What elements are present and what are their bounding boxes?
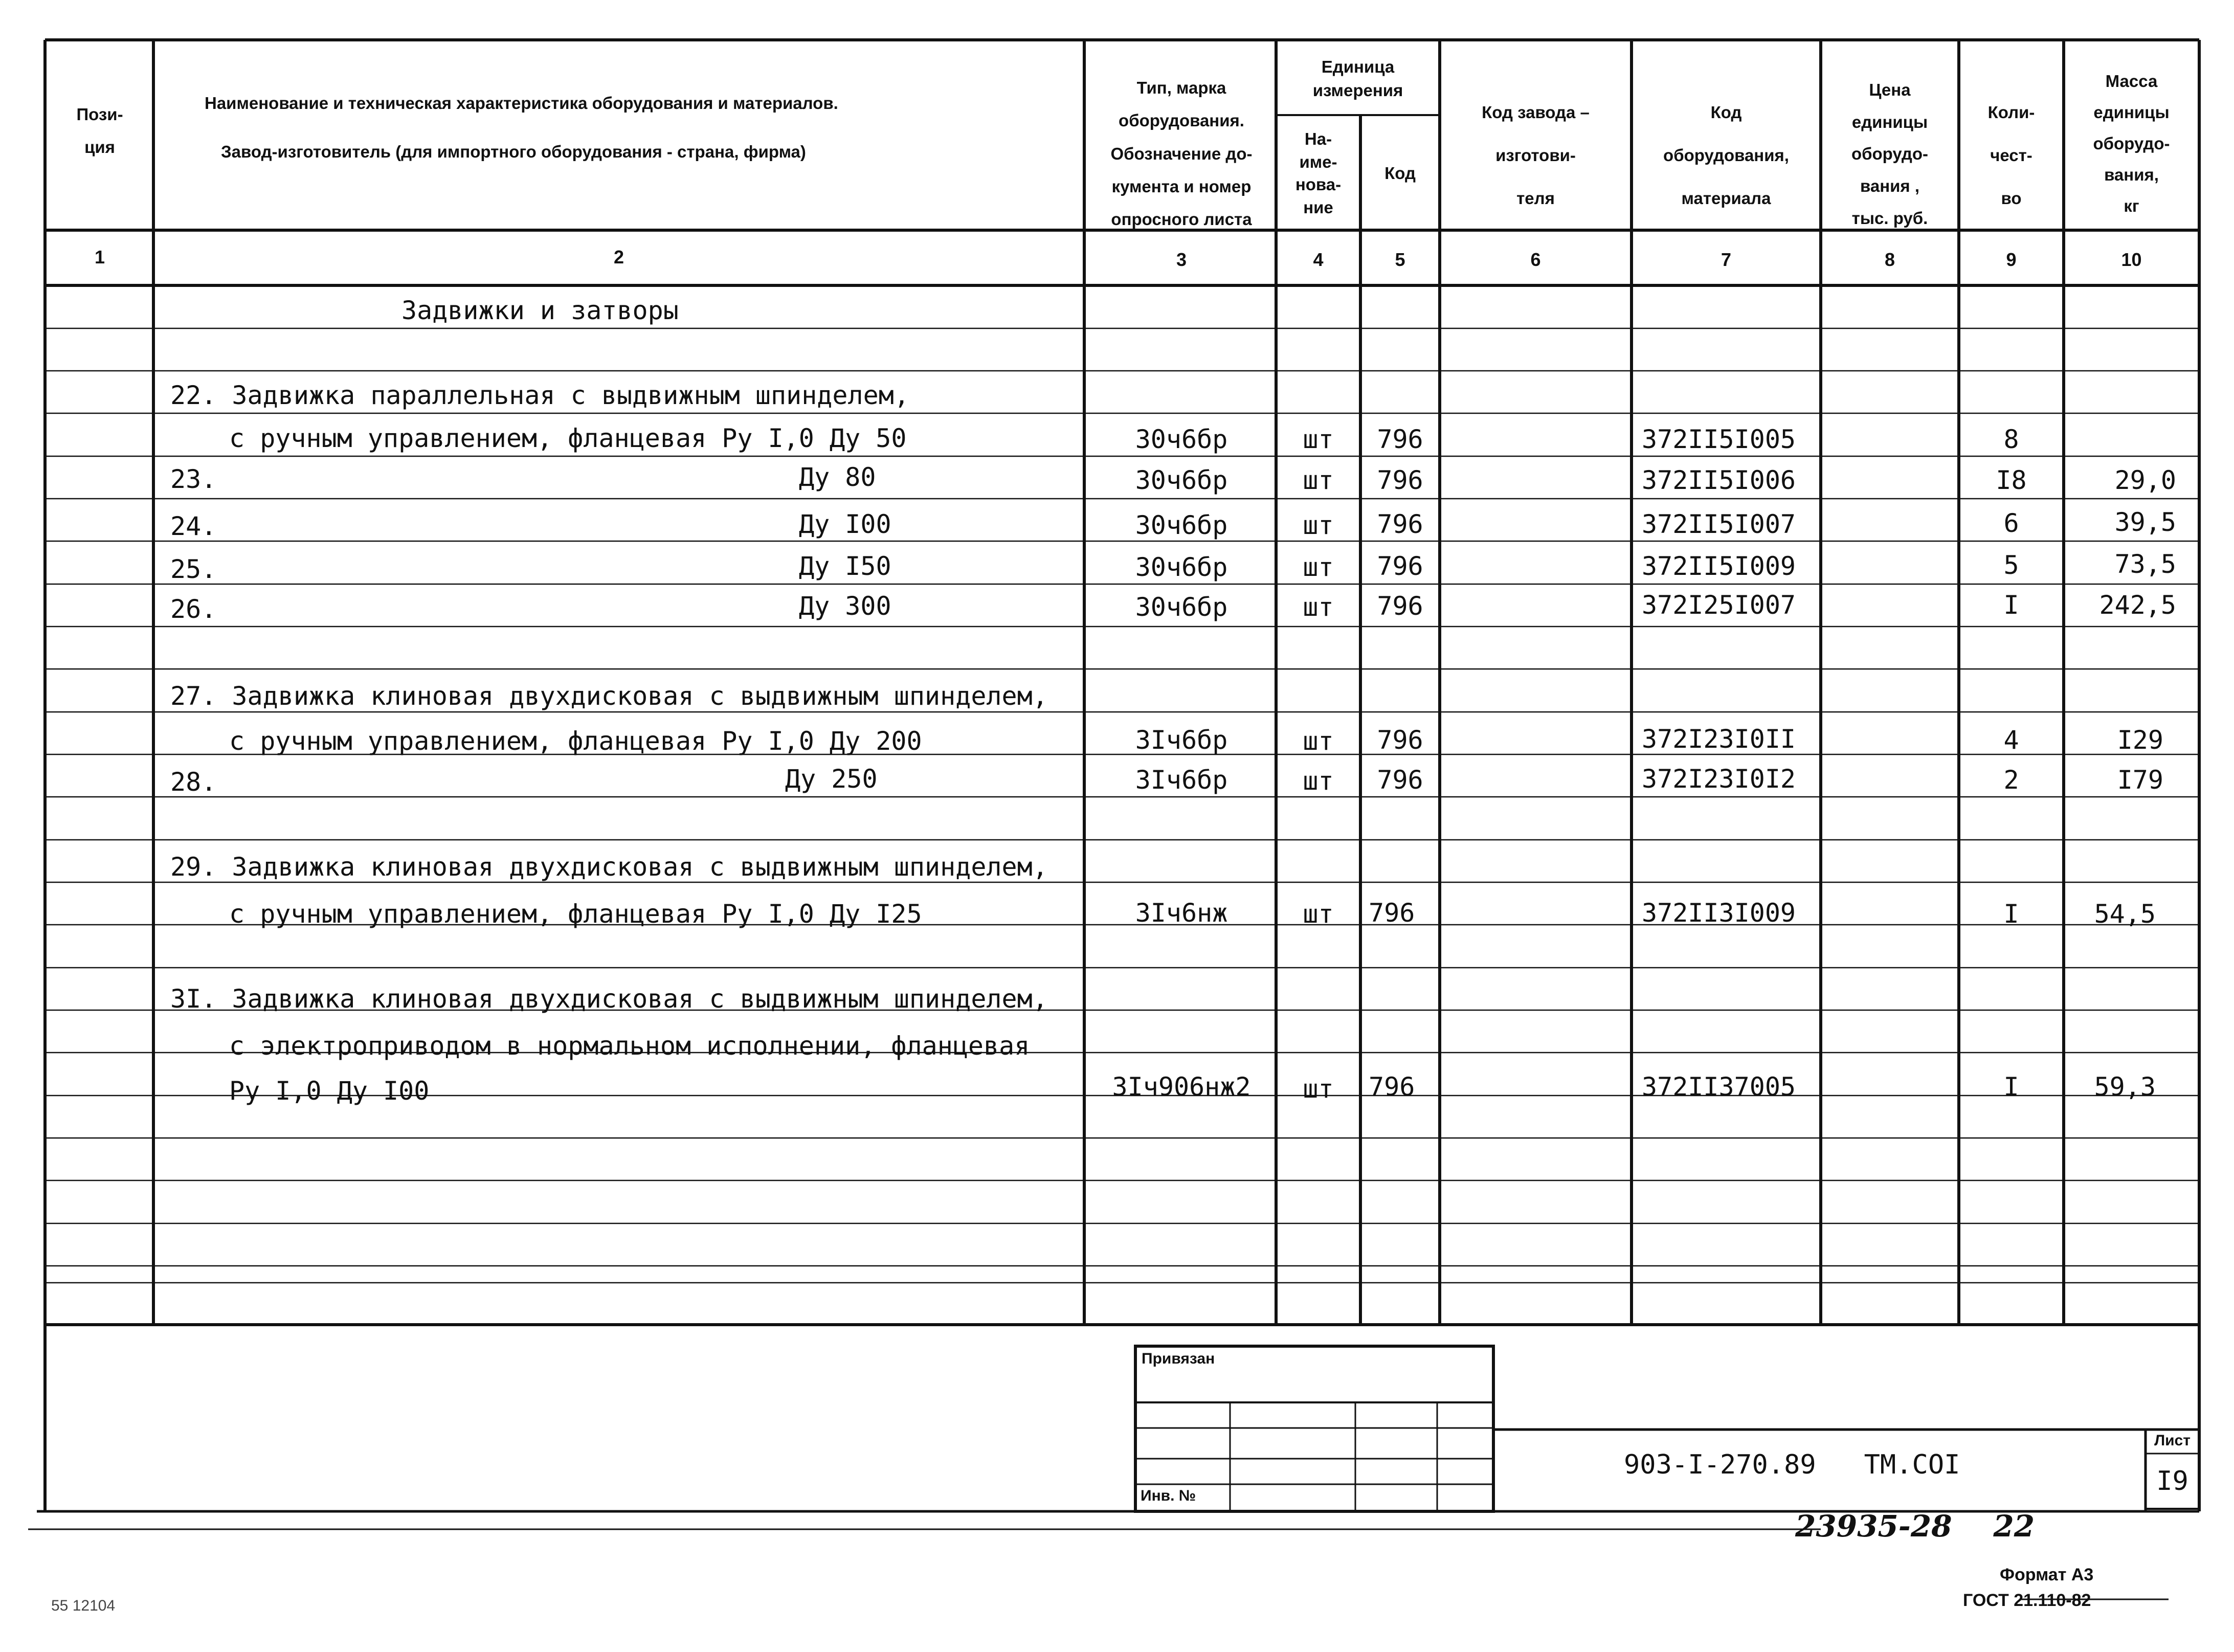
item-25-pos: 25. <box>170 554 217 584</box>
header-quantity: Коли- чест- во <box>1987 103 2035 208</box>
item-25-mass: 73,5 <box>2114 549 2176 579</box>
item-22-title: 22. Задвижка параллельная с выдвижным шпинделем, <box>170 381 909 410</box>
item-24-qty: 6 <box>2003 508 2019 538</box>
item-26-qty: I <box>2003 590 2019 620</box>
item-23-type: 30ч6бр <box>1135 465 1228 495</box>
item-26-unit-code: 796 <box>1377 591 1423 621</box>
item-23-qty: I8 <box>1996 465 2027 495</box>
column-number-3: 3 <box>1176 249 1187 270</box>
section-title: Задвижки и затворы <box>401 296 679 325</box>
column-number-2: 2 <box>613 247 624 267</box>
item-31-unit: шт <box>1303 1074 1334 1104</box>
item-28-unit: шт <box>1303 766 1334 796</box>
item-31-qty: I <box>2003 1072 2019 1102</box>
item-31-code: 372II37005 <box>1642 1072 1796 1102</box>
header-name-line1: Наименование и техническая характеристика оборудования и материалов. <box>205 94 838 113</box>
item-22-code: 372II5I005 <box>1642 425 1796 454</box>
item-26-code: 372I25I007 <box>1642 590 1796 620</box>
item-31-spec-line1: с электроприводом в нормальном исполнении, фланцевая <box>229 1031 1030 1061</box>
item-26-mass: 242,5 <box>2099 590 2176 620</box>
header-factory-code: Код завода – изготови- теля <box>1482 103 1590 208</box>
item-28-code: 372I23I0I2 <box>1642 764 1796 794</box>
item-24-unit: шт <box>1303 510 1334 540</box>
column-number-4: 4 <box>1313 249 1324 270</box>
item-29-title: 29. Задвижка клиновая двухдисковая с выдвижным шпинделем, <box>170 852 1048 882</box>
header-type: Тип, марка оборудования. Обозначение до- кумента и номер опросного листа <box>1110 78 1253 229</box>
format-label: Формат А3 <box>2000 1565 2094 1584</box>
stamp-privyazan: Привязан <box>1142 1350 1215 1367</box>
item-29-unit-code: 796 <box>1369 898 1415 928</box>
item-25-type: 30ч6бр <box>1135 552 1228 582</box>
item-22-unit-code: 796 <box>1377 425 1423 454</box>
item-24-type: 30ч6бр <box>1135 510 1228 540</box>
item-28-unit-code: 796 <box>1377 765 1423 795</box>
item-23-pos: 23. <box>170 464 217 494</box>
header-equipment-code: Код оборудования, материала <box>1663 103 1789 208</box>
item-23-mass: 29,0 <box>2114 465 2176 495</box>
header-unit-group: Единица измерения <box>1312 57 1403 100</box>
item-23-dy: Ду 80 <box>799 462 876 492</box>
item-29-spec: с ручным управлением, фланцевая Ру I,0 Ду I25 <box>229 899 922 929</box>
item-29-unit: шт <box>1303 899 1334 929</box>
item-27-qty: 4 <box>2003 725 2019 755</box>
item-27-code: 372I23I0II <box>1642 724 1796 754</box>
item-27-unit: шт <box>1303 726 1334 756</box>
item-22-type: 30ч6бр <box>1135 425 1228 454</box>
column-number-10: 10 <box>2121 249 2142 270</box>
sheet-number: I9 <box>2156 1466 2188 1497</box>
item-29-mass: 54,5 <box>2094 899 2156 929</box>
handwritten-number: 23935-28 22 <box>1795 1509 2035 1544</box>
item-26-pos: 26. <box>170 594 217 624</box>
item-24-pos: 24. <box>170 511 217 541</box>
item-31-spec-line2: Ру I,0 Ду I00 <box>229 1076 430 1106</box>
item-24-mass: 39,5 <box>2114 507 2176 537</box>
sheet-label: Лист <box>2154 1432 2191 1449</box>
item-29-qty: I <box>2003 899 2019 929</box>
item-24-unit-code: 796 <box>1377 509 1423 539</box>
column-number-7: 7 <box>1721 249 1732 270</box>
item-25-unit: шт <box>1303 552 1334 582</box>
corner-number: 55 12104 <box>51 1597 116 1614</box>
header-position: Пози- ция <box>76 105 123 157</box>
item-26-type: 30ч6бр <box>1135 592 1228 622</box>
item-27-mass: I29 <box>2117 725 2163 755</box>
item-28-type: 3Iч6бр <box>1135 765 1228 795</box>
item-28-qty: 2 <box>2003 765 2019 795</box>
item-23-unit: шт <box>1303 465 1334 495</box>
item-31-mass: 59,3 <box>2094 1072 2156 1102</box>
item-29-code: 372II3I009 <box>1642 898 1796 928</box>
item-27-title: 27. Задвижка клиновая двухдисковая с выдвижным шпинделем, <box>170 681 1048 711</box>
item-25-code: 372II5I009 <box>1642 551 1796 581</box>
header-mass: Масса единицы оборудо- вания, кг <box>2093 72 2170 216</box>
item-26-unit: шт <box>1303 592 1334 622</box>
header-name-line2: Завод-изготовитель (для импортного оборудования - страна, фирма) <box>221 142 806 161</box>
header-unit-code: Код <box>1384 164 1416 183</box>
document-code: 903-I-270.89 ТМ.СОI <box>1624 1449 1960 1480</box>
header-unit-name: На- име- нова- ние <box>1295 129 1342 217</box>
item-24-code: 372II5I007 <box>1642 509 1796 539</box>
item-24-dy: Ду I00 <box>799 509 891 539</box>
item-23-unit-code: 796 <box>1377 465 1423 495</box>
item-22-qty: 8 <box>2003 425 2019 454</box>
column-number-6: 6 <box>1530 249 1541 270</box>
item-22-spec: с ручным управлением, фланцевая Ру I,0 Ду 50 <box>229 423 907 453</box>
item-26-dy: Ду 300 <box>799 591 891 621</box>
item-25-unit-code: 796 <box>1377 551 1423 581</box>
gost-label: ГОСТ 21.110-82 <box>1963 1591 2091 1610</box>
item-29-type: 3Iч6нж <box>1135 898 1228 928</box>
item-27-spec: с ручным управлением, фланцевая Ру I,0 Ду 200 <box>229 726 922 756</box>
column-number-9: 9 <box>2006 249 2017 270</box>
item-31-unit-code: 796 <box>1369 1072 1415 1102</box>
item-22-unit: шт <box>1303 425 1334 454</box>
item-25-qty: 5 <box>2003 550 2019 580</box>
column-number-8: 8 <box>1884 249 1895 270</box>
item-31-type: 3Iч906нж2 <box>1112 1072 1251 1102</box>
column-number-1: 1 <box>94 247 105 267</box>
header-price: Цена единицы оборудо- вания , тыс. руб. <box>1851 80 1929 228</box>
item-27-type: 3Iч6бр <box>1135 725 1228 755</box>
column-number-5: 5 <box>1395 249 1405 270</box>
item-23-code: 372II5I006 <box>1642 465 1796 495</box>
item-28-mass: I79 <box>2117 765 2163 795</box>
item-28-dy: Ду 250 <box>785 764 878 794</box>
stamp-inv: Инв. № <box>1141 1487 1196 1504</box>
item-25-dy: Ду I50 <box>799 551 891 581</box>
item-27-unit-code: 796 <box>1377 725 1423 755</box>
item-31-title: 3I. Задвижка клиновая двухдисковая с выдвижным шпинделем, <box>170 984 1048 1014</box>
item-28-pos: 28. <box>170 767 217 797</box>
